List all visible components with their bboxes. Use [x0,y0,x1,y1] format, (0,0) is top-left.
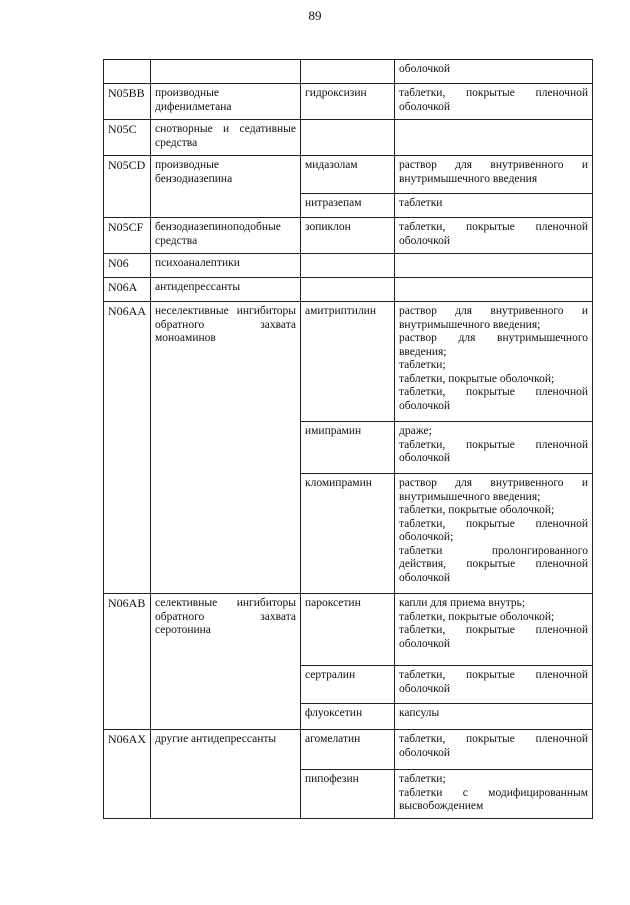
table-row [104,120,593,156]
atc-code-cell: N06A [104,278,151,302]
dosage-form-line: таблетки, покрытые пленочной оболочкой [399,733,588,759]
dosage-form-cell [395,666,593,704]
dosage-form-line: таблетки с модифицированным высвобождением [399,786,588,812]
dosage-form-line: таблетки, покрытые пленочной оболочкой [399,221,588,247]
group-cell [151,120,301,156]
atc-code-cell: N05CD [104,156,151,218]
table-row [104,218,593,254]
dosage-form-line: раствор для внутривенного и внутримышечного введения [399,159,588,185]
atc-code-cell: N05CF [104,218,151,254]
drug-name-cell: зопиклон [301,218,395,254]
group-cell [151,594,301,730]
group-cell [151,156,301,218]
dosage-form-line: капли для приема внутрь; [399,597,526,609]
drug-name-cell [301,278,395,302]
dosage-form-cell [395,474,593,594]
group-cell [151,60,301,84]
dosage-form-line: таблетки, покрытые оболочкой; [399,372,555,385]
dosage-form-line: таблетки; [399,773,446,785]
dosage-form-line: таблетки, покрытые пленочной оболочкой [399,669,588,695]
dosage-form-line: таблетки, покрытые пленочной оболочкой; [399,517,588,543]
group-text: бензодиазепиноподобные средства [155,221,281,247]
atc-code-cell: N06 [104,254,151,278]
dosage-form-cell [395,156,593,194]
drug-name-cell: сертралин [301,666,395,704]
dosage-form-cell [395,704,593,730]
dosage-form-cell [395,278,593,302]
dosage-form-cell [395,730,593,770]
dosage-form-line: таблетки; [399,359,446,371]
dosage-form-line: таблетки, покрытые пленочной оболочкой [399,624,588,650]
group-text: антидепрессанты [155,281,241,293]
atc-code-cell: N05BB [104,84,151,120]
drug-name-cell [301,120,395,156]
drug-name-cell [301,60,395,84]
dosage-form-line: таблетки, покрытые пленочной оболочкой [399,87,588,113]
group-cell [151,278,301,302]
drug-name-cell: пароксетин [301,594,395,666]
dosage-form-cell [395,594,593,666]
dosage-form-line: раствор для внутривенного и внутримышечного введения; [399,477,588,503]
dosage-form-cell [395,84,593,120]
table-row [104,60,593,84]
dosage-form-line: раствор для внутримышечного введения; [399,332,588,358]
dosage-form-line: раствор для внутривенного и внутримышечного введения; [399,305,588,331]
table-row [104,594,593,666]
group-text: неселективные ингибиторы обратного захвата моноаминов [155,305,296,344]
atc-code-cell: N06AB [104,594,151,730]
drug-name-cell: мидазолам [301,156,395,194]
group-text: производные бензодиазепина [155,159,233,185]
drug-name-cell: флуоксетин [301,704,395,730]
dosage-form-line: драже; [399,425,432,437]
dosage-form-cell [395,422,593,474]
group-cell [151,218,301,254]
dosage-form-cell [395,194,593,218]
group-cell [151,254,301,278]
dosage-form-line: таблетки, покрытые оболочкой; [399,610,555,623]
drug-name-cell: гидроксизин [301,84,395,120]
dosage-form-cell [395,60,593,84]
dosage-form-line: капсулы [399,707,440,719]
table-row [104,84,593,120]
atc-code-cell: N05C [104,120,151,156]
atc-code-cell: N06AA [104,302,151,594]
group-text: другие антидепрессанты [155,733,277,745]
dosage-form-cell [395,302,593,422]
group-text: психоаналептики [155,257,240,269]
dosage-form-line: таблетки, покрытые пленочной оболочкой [399,438,588,464]
group-text: селективные ингибиторы обратного захвата серотонина [155,597,296,636]
table-row [104,302,593,422]
drug-table [103,59,593,819]
drug-name-cell: амитриптилин [301,302,395,422]
table-row [104,278,593,302]
table-row [104,254,593,278]
dosage-form-line: таблетки, покрытые оболочкой; [399,504,555,516]
drug-name-cell [301,254,395,278]
group-text: снотворные и седативные средства [155,123,296,149]
dosage-form-cell [395,770,593,819]
drug-name-cell: имипрамин [301,422,395,474]
table-row [104,730,593,770]
drug-name-cell: агомелатин [301,730,395,770]
drug-name-cell: кломипрамин [301,474,395,594]
dosage-form-cell [395,120,593,156]
group-cell [151,84,301,120]
atc-code-cell [104,60,151,84]
table-row [104,156,593,194]
dosage-form-line: таблетки пролонгированного действия, покрытые пленочной оболочкой [399,544,588,584]
dosage-form-line: таблетки, покрытые пленочной оболочкой [399,386,588,412]
group-text: производные дифенилметана [155,87,232,113]
drug-name-cell: нитразепам [301,194,395,218]
atc-code-cell: N06AX [104,730,151,819]
dosage-form-line: таблетки [399,197,443,209]
dosage-form-cell [395,218,593,254]
group-cell [151,730,301,819]
dosage-form-cell [395,254,593,278]
drug-name-cell: пипофезин [301,770,395,819]
page-number: 89 [308,8,322,23]
group-cell [151,302,301,594]
dosage-form-line: оболочкой [399,63,451,75]
